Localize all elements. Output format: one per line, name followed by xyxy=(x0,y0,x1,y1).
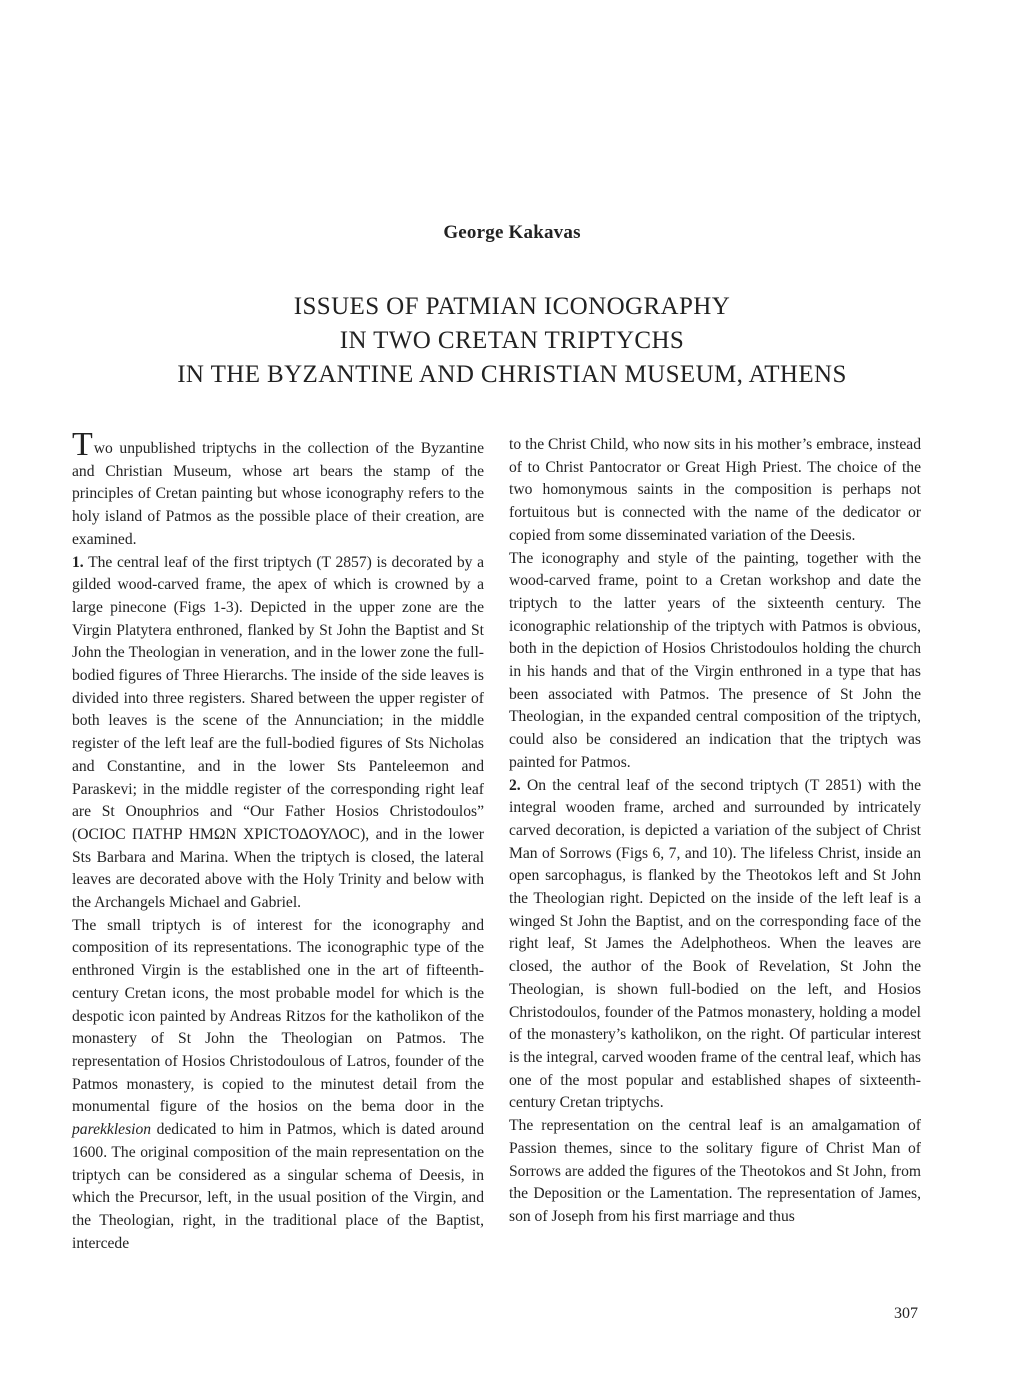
section-2-text: On the central leaf of the second triptych (T 2851) with the integral wooden frame, arched and surrounded by intricately carved decoration, is depicted a variation of the subject of Christ Man of Sorrows (Figs 6, 7, and 10). The lifeless Christ, inside an open sarcophagus, is flanked by the Theotokos left and St John the Theologian right. Depicted on the inside of the left leaf is a winged St John the Baptist, and on the corresponding face of the right leaf, St James the Adelphotheos. When the leaves are closed, the author of the Book of Revelation, St John the Theologian, is shown full-bodied on the left, and Hosios Christodoulos, founder of the Patmos monastery, holding a model of the monastery’s katholikon, on the right. Of particular interest is the integral, carved wooden frame of the central leaf, which has one of the most popular and established shapes of sixteenth-century Cretan triptychs. xyxy=(509,776,921,1112)
paragraph-text-part-2: dedicated to him in Patmos, which is dated around 1600. The original composition of the main representation on the triptych can be considered as a singular schema of Deesis, in which the Precursor, left, in the usual position of the Virgin, and the Theologian, right, in the traditional place of the Baptist, intercede xyxy=(72,1121,484,1252)
left-column xyxy=(72,426,484,1255)
title-line-1: ISSUES OF PATMIAN ICONOGRAPHY xyxy=(293,293,731,320)
section-1-paragraph xyxy=(72,552,484,915)
section-2-paragraph xyxy=(509,775,921,1116)
continuation-paragraph: to the Christ Child, who now sits in his mother’s embrace, instead of to Christ Pantocrator or Great High Priest. The choice of the two homonymous saints in the composition is perhaps not fortuitous but is connected with the name of the dedicator or copied from some disseminated variation of the Deesis. xyxy=(509,436,921,544)
page-number: 307 xyxy=(894,1305,918,1322)
paragraph-text-part-1: The small triptych is of interest for the iconography and composition of its representations. The iconographic type of the enthroned Virgin is the established one in the art of fifteenth-century Cretan icons, the most probable model for which is the despotic icon painted by Andreas Ritzos for the katholikon of the monastery of St John the Theologian on Patmos. The representation of Hosios Christodoulous of Latros, founder of the Patmos monastery, is copied to the minutest detail from the monumental figure of the hosios on the bema door in the xyxy=(72,916,484,1116)
style-paragraph: The iconography and style of the painting, together with the wood-carved frame, point to a Cretan workshop and date the triptych to the latter years of the sixteenth century. The iconographic relationship of the triptych with Patmos is obvious, both in the depiction of Hosios Christodoulos holding the church in his hands and that of the Virgin enthroned in a type that has been associated with Patmos. The presence of St John the Theologian, in the expanded central composition of the triptych, could also be considered an indication that the triptych was painted for Patmos. xyxy=(509,549,921,771)
passion-themes-paragraph: The representation on the central leaf is an amalgamation of Passion themes, since to the solitary figure of Christ Man of Sorrows are added the figures of the Theotokos and St John, from the Deposition or the Lamentation. The representation of James, son of Joseph from his first marriage and thus xyxy=(509,1117,921,1225)
author-name: George Kakavas xyxy=(443,222,581,243)
intro-text: wo unpublished triptychs in the collection of the Byzantine and Christian Museum, whose art bears the stamp of the principles of Cretan painting but whose iconography refers to the holy island of Patmos as the possible place of their creation, are examined. xyxy=(72,440,484,548)
section-1-text: The central leaf of the first triptych (T 2857) is decorated by a gilded wood-carved frame, the apex of which is crowned by a large pinecone (Figs 1-3). Depicted in the upper zone are the Virgin Platytera enthroned, flanked by St John the Baptist and St John the Theologian in veneration, and in the lower zone the full-bodied figures of Three Hierarchs. The inside of the side leaves is divided into three registers. Shared between the upper register of both leaves is the scene of the Annunciation; in the middle register of the left leaf are the full-bodied figures of Sts Nicholas and Constantine, and in the lower Sts Panteleemon and Paraskevi; in the middle register of the corresponding right leaf are St Onouphrios and “Our Father Hosios Christodoulos” (ΟCΙΟC ΠΑΤΗΡ ΗΜΩΝ ΧΡΙCΤΟΔΟΥΛΟC), and in the lower Sts Barbara and Marina. When the triptych is closed, the lateral leaves are decorated above with the Holy Trinity and below with the Archangels Michael and Gabriel. xyxy=(72,553,484,912)
right-column xyxy=(509,434,921,1229)
title-line-2: IN TWO CRETAN TRIPTYCHS xyxy=(339,327,685,354)
intro-paragraph xyxy=(72,426,484,552)
drop-cap: T xyxy=(72,426,93,463)
article-title xyxy=(0,290,1024,392)
section-1-continued-paragraph xyxy=(72,915,484,1256)
italic-term: parekklesion xyxy=(72,1121,152,1139)
section-2-number: 2. xyxy=(509,776,521,794)
title-line-3: IN THE BYZANTINE AND CHRISTIAN MUSEUM, ATHENS xyxy=(177,361,847,388)
section-1-number: 1. xyxy=(72,553,84,571)
